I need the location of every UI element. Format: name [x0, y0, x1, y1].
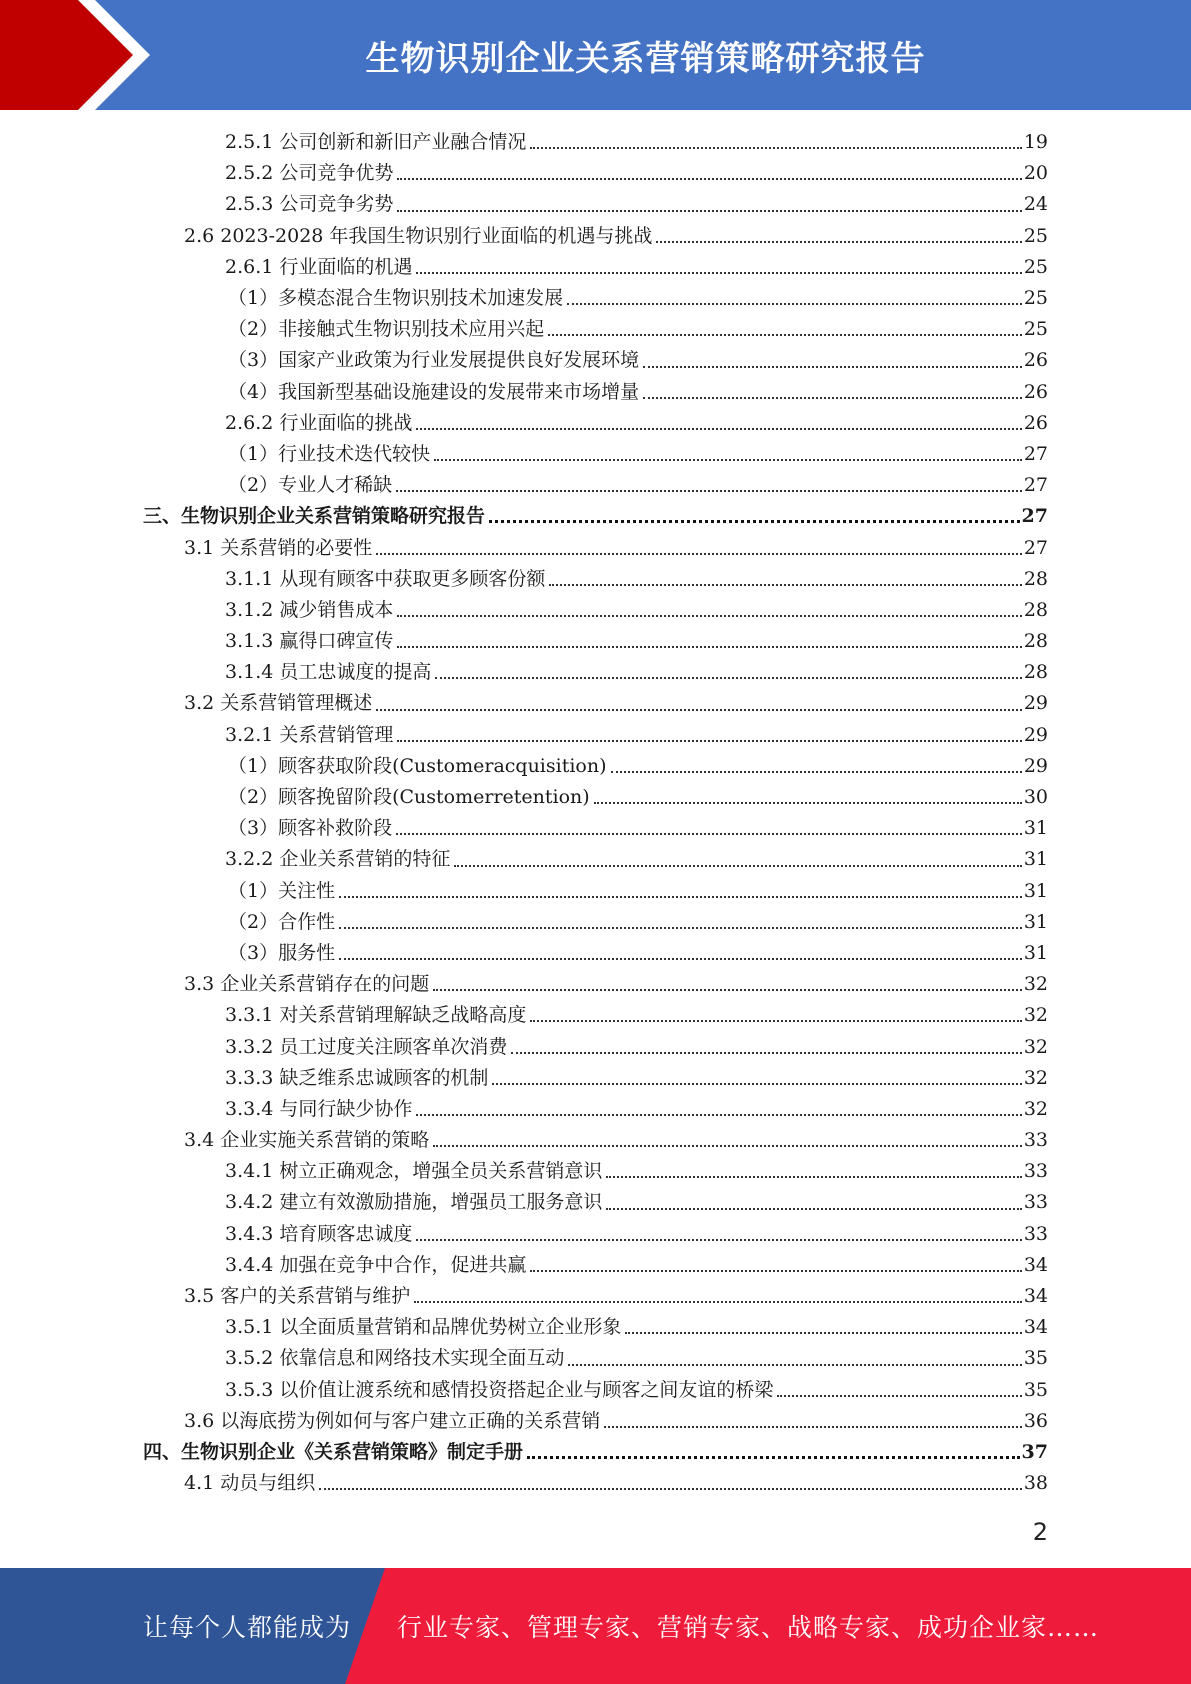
toc-entry-title: 3.2.2 企业关系营销的特征: [225, 848, 451, 871]
toc-entry[interactable]: [0, 1343, 1191, 1374]
toc-entry-title: 3.1.4 员工忠诚度的提高: [225, 661, 432, 684]
toc-entry-page: 35: [1023, 1347, 1048, 1370]
toc-dot-leader: [433, 988, 1022, 991]
toc-entry-page: 27: [1023, 536, 1048, 559]
toc-dot-leader: [414, 1300, 1022, 1303]
toc-entry[interactable]: [0, 1000, 1191, 1031]
toc-entry-page: 25: [1023, 318, 1048, 341]
toc-dot-leader: [611, 770, 1022, 773]
toc-entry[interactable]: [0, 532, 1191, 563]
toc-entry-page: 28: [1023, 630, 1048, 653]
toc-entry[interactable]: [0, 626, 1191, 657]
toc-entry-page: 29: [1023, 723, 1048, 746]
toc-entry[interactable]: [0, 1281, 1191, 1312]
toc-entry-page: 34: [1023, 1316, 1048, 1339]
toc-entry[interactable]: [0, 1312, 1191, 1343]
toc-dot-leader: [656, 240, 1021, 243]
toc-entry-title: 2.6.1 行业面临的机遇: [225, 255, 413, 278]
toc-entry-page: 31: [1023, 879, 1048, 902]
toc-entry[interactable]: [0, 969, 1191, 1000]
toc-dot-leader: [530, 1019, 1021, 1022]
toc-dot-leader: [511, 1051, 1021, 1054]
toc-dot-leader: [549, 583, 1021, 586]
toc-entry[interactable]: [0, 657, 1191, 688]
toc-dot-leader: [397, 739, 1021, 742]
toc-dot-leader: [606, 1207, 1021, 1210]
toc-entry-title: 3.1 关系营销的必要性: [184, 536, 373, 559]
toc-entry-title: 四、生物识别企业《关系营销策略》制定手册: [143, 1440, 524, 1463]
toc-entry-title: 3.3 企业关系营销存在的问题: [184, 973, 430, 996]
toc-entry[interactable]: [0, 938, 1191, 969]
toc-entry-page: 35: [1023, 1378, 1048, 1401]
toc-dot-leader: [416, 271, 1021, 274]
toc-entry-title: 3.3.4 与同行缺少协作: [225, 1097, 413, 1120]
toc-dot-leader: [376, 552, 1022, 555]
toc-entry-page: 27: [1021, 505, 1048, 528]
toc-dot-leader: [530, 146, 1021, 149]
toc-entry[interactable]: [0, 189, 1191, 220]
toc-entry-title: （2）合作性: [228, 910, 336, 933]
toc-entry-page: 27: [1023, 474, 1048, 497]
toc-entry[interactable]: [0, 158, 1191, 189]
toc-entry-title: （3）服务性: [228, 941, 336, 964]
toc-entry-page: 24: [1023, 193, 1048, 216]
toc-entry-page: 32: [1023, 1066, 1048, 1089]
toc-dot-leader: [397, 209, 1021, 212]
toc-dot-leader: [339, 957, 1022, 960]
toc-entry-page: 25: [1023, 224, 1048, 247]
toc-entry-page: 28: [1023, 661, 1048, 684]
toc-entry-title: 2.5.2 公司竞争优势: [225, 162, 394, 185]
toc-entry-title: （3）顾客补救阶段: [228, 817, 393, 840]
toc-entry[interactable]: [0, 1406, 1191, 1437]
toc-entry-page: 31: [1023, 848, 1048, 871]
toc-dot-leader: [433, 1144, 1022, 1147]
toc-dot-leader: [567, 302, 1022, 305]
toc-entry-page: 28: [1023, 567, 1048, 590]
toc-entry-title: 3.2 关系营销管理概述: [184, 692, 373, 715]
toc-entry-page: 33: [1023, 1129, 1048, 1152]
toc-entry[interactable]: [0, 439, 1191, 470]
toc-dot-leader: [339, 926, 1022, 929]
toc-entry[interactable]: [0, 470, 1191, 501]
toc-entry[interactable]: [0, 720, 1191, 751]
toc-entry[interactable]: [0, 314, 1191, 345]
toc-entry[interactable]: [0, 876, 1191, 907]
toc-entry-page: 20: [1023, 162, 1048, 185]
toc-entry-page: 25: [1023, 287, 1048, 310]
toc-entry-title: 3.3.3 缺乏维系忠诚顾客的机制: [225, 1066, 489, 1089]
toc-entry[interactable]: [0, 782, 1191, 813]
toc-entry-title: （3）国家产业政策为行业发展提供良好发展环境: [228, 349, 640, 372]
toc-entry[interactable]: [0, 688, 1191, 719]
toc-entry[interactable]: [0, 1437, 1191, 1468]
toc-entry-page: 26: [1023, 411, 1048, 434]
toc-entry[interactable]: [0, 595, 1191, 626]
toc-dot-leader: [416, 427, 1021, 430]
toc-dot-leader: [643, 396, 1022, 399]
toc-entry[interactable]: [0, 1219, 1191, 1250]
toc-entry-title: （2）专业人才稀缺: [228, 474, 393, 497]
toc-entry-title: 3.1.2 减少销售成本: [225, 598, 394, 621]
page-number: 2: [1032, 1518, 1048, 1546]
toc-entry[interactable]: [0, 1125, 1191, 1156]
toc-entry-title: 3.4.1 树立正确观念，增强全员关系营销意识: [225, 1160, 603, 1183]
toc-entry-title: 3.4.4 加强在竞争中合作，促进共赢: [225, 1253, 527, 1276]
toc-entry-title: （4）我国新型基础设施建设的发展带来市场增量: [228, 380, 640, 403]
toc-entry[interactable]: [0, 408, 1191, 439]
toc-entry-title: 3.5.2 依靠信息和网络技术实现全面互动: [225, 1347, 565, 1370]
toc-entry[interactable]: [0, 345, 1191, 376]
toc-entry-page: 26: [1023, 380, 1048, 403]
toc-entry-page: 32: [1023, 1004, 1048, 1027]
footer-slogan-left: 让每个人都能成为: [143, 1613, 352, 1642]
toc-entry-title: （1）多模态混合生物识别技术加速发展: [228, 287, 564, 310]
toc-entry-title: （2）顾客挽留阶段(Customerretention): [228, 786, 590, 809]
toc-dot-leader: [397, 614, 1021, 617]
toc-entry-page: 30: [1023, 786, 1048, 809]
toc-entry-page: 29: [1023, 692, 1048, 715]
toc-entry-title: 3.5 客户的关系营销与维护: [184, 1285, 411, 1308]
toc-dot-leader: [777, 1394, 1021, 1397]
toc-entry-page: 32: [1023, 973, 1048, 996]
header-banner: [0, 0, 1191, 110]
toc-entry-page: 36: [1023, 1409, 1048, 1432]
toc-dot-leader: [376, 708, 1022, 711]
toc-entry-title: 3.5.1 以全面质量营销和品牌优势树立企业形象: [225, 1316, 622, 1339]
table-of-contents: [0, 127, 1191, 1499]
toc-entry[interactable]: [0, 1063, 1191, 1094]
toc-dot-leader: [339, 895, 1022, 898]
toc-entry[interactable]: [0, 1468, 1191, 1499]
toc-dot-leader: [454, 864, 1021, 867]
toc-entry-title: 3.1.1 从现有顾客中获取更多顾客份额: [225, 567, 546, 590]
toc-dot-leader: [396, 832, 1022, 835]
toc-entry[interactable]: [0, 283, 1191, 314]
toc-entry-page: 31: [1023, 910, 1048, 933]
toc-dot-leader: [489, 519, 1020, 523]
toc-entry-title: （2）非接触式生物识别技术应用兴起: [228, 318, 545, 341]
toc-entry-page: 29: [1023, 754, 1048, 777]
toc-entry[interactable]: [0, 1094, 1191, 1125]
toc-entry-title: 三、生物识别企业关系营销策略研究报告: [143, 505, 486, 528]
toc-dot-leader: [568, 1363, 1021, 1366]
toc-dot-leader: [396, 489, 1022, 492]
toc-entry-page: 27: [1023, 442, 1048, 465]
toc-dot-leader: [643, 365, 1022, 368]
toc-dot-leader: [397, 177, 1021, 180]
toc-entry-page: 34: [1023, 1253, 1048, 1276]
toc-entry-title: 3.3.1 对关系营销理解缺乏战略高度: [225, 1004, 527, 1027]
toc-entry[interactable]: [0, 1187, 1191, 1218]
toc-entry[interactable]: [0, 751, 1191, 782]
toc-entry[interactable]: [0, 1031, 1191, 1062]
toc-entry[interactable]: [0, 127, 1191, 158]
footer-banner: [0, 1568, 1191, 1684]
toc-entry-title: 3.1.3 赢得口碑宣传: [225, 630, 394, 653]
toc-dot-leader: [435, 676, 1021, 679]
toc-entry-page: 37: [1021, 1440, 1048, 1463]
toc-dot-leader: [319, 1487, 1022, 1490]
toc-entry[interactable]: [0, 221, 1191, 252]
toc-entry-title: 3.4.2 建立有效激励措施，增强员工服务意识: [225, 1191, 603, 1214]
toc-entry[interactable]: [0, 907, 1191, 938]
toc-entry-title: 3.5.3 以价值让渡系统和感情投资搭起企业与顾客之间友谊的桥梁: [225, 1378, 774, 1401]
toc-entry[interactable]: [0, 501, 1191, 532]
toc-entry-page: 32: [1023, 1097, 1048, 1120]
toc-entry-page: 33: [1023, 1222, 1048, 1245]
footer-slogan-right: 行业专家、管理专家、营销专家、战略专家、成功企业家……: [397, 1613, 1100, 1642]
toc-entry-title: （1）关注性: [228, 879, 336, 902]
toc-entry-title: 2.5.1 公司创新和新旧产业融合情况: [225, 131, 527, 154]
toc-entry-title: 3.2.1 关系营销管理: [225, 723, 394, 746]
toc-entry-title: 2.5.3 公司竞争劣势: [225, 193, 394, 216]
toc-entry-title: 3.3.2 员工过度关注顾客单次消费: [225, 1035, 508, 1058]
toc-entry-page: 34: [1023, 1285, 1048, 1308]
toc-entry-page: 28: [1023, 598, 1048, 621]
toc-dot-leader: [625, 1331, 1021, 1334]
toc-entry[interactable]: [0, 377, 1191, 408]
toc-dot-leader: [492, 1082, 1021, 1085]
toc-entry-page: 31: [1023, 817, 1048, 840]
toc-entry-title: 2.6.2 行业面临的挑战: [225, 411, 413, 434]
toc-entry[interactable]: [0, 252, 1191, 283]
toc-entry-page: 38: [1023, 1472, 1048, 1495]
toc-entry[interactable]: [0, 1250, 1191, 1281]
toc-entry-page: 32: [1023, 1035, 1048, 1058]
toc-entry-page: 26: [1023, 349, 1048, 372]
toc-entry-title: 3.4.3 培育顾客忠诚度: [225, 1222, 413, 1245]
toc-entry-page: 33: [1023, 1160, 1048, 1183]
toc-entry-title: 3.6 以海底捞为例如何与客户建立正确的关系营销: [184, 1409, 601, 1432]
toc-entry[interactable]: [0, 1375, 1191, 1406]
toc-dot-leader: [606, 1175, 1021, 1178]
toc-entry-title: 4.1 动员与组织: [184, 1472, 316, 1495]
toc-entry[interactable]: [0, 1156, 1191, 1187]
toc-entry-title: （1）顾客获取阶段(Customeracquisition): [228, 754, 607, 777]
toc-entry-page: 33: [1023, 1191, 1048, 1214]
toc-dot-leader: [527, 1455, 1020, 1459]
toc-entry-title: （1）行业技术迭代较快: [228, 442, 431, 465]
toc-dot-leader: [397, 645, 1021, 648]
toc-entry-page: 25: [1023, 255, 1048, 278]
toc-entry[interactable]: [0, 564, 1191, 595]
toc-dot-leader: [604, 1425, 1022, 1428]
page-title: 生物识别企业关系营销策略研究报告: [365, 38, 926, 79]
toc-dot-leader: [434, 458, 1022, 461]
toc-entry-page: 31: [1023, 941, 1048, 964]
toc-dot-leader: [416, 1113, 1021, 1116]
toc-entry-title: 3.4 企业实施关系营销的策略: [184, 1129, 430, 1152]
toc-entry[interactable]: [0, 813, 1191, 844]
toc-dot-leader: [594, 801, 1022, 804]
toc-dot-leader: [416, 1238, 1021, 1241]
toc-entry-title: 2.6 2023-2028 年我国生物识别行业面临的机遇与挑战: [184, 224, 653, 247]
toc-dot-leader: [530, 1269, 1021, 1272]
toc-entry[interactable]: [0, 844, 1191, 875]
toc-dot-leader: [548, 333, 1022, 336]
toc-entry-page: 19: [1023, 131, 1048, 154]
